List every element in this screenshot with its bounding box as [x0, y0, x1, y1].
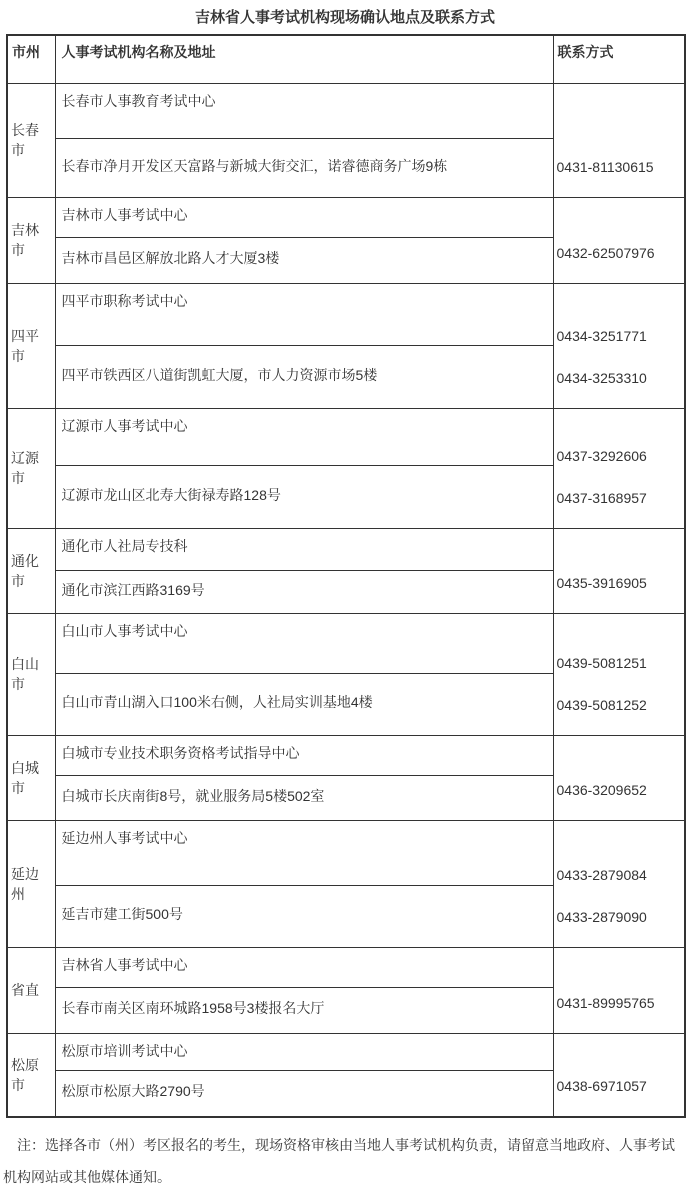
phone-number: 0435-3916905	[556, 574, 647, 591]
phone-number: 0433-2879090	[556, 908, 647, 925]
phone-number: 0434-3251771	[556, 327, 647, 344]
address-cell: 通化市滨江西路3169号	[55, 570, 553, 613]
phone-number: 0431-89995765	[556, 994, 655, 1011]
city-cell: 四平市	[7, 283, 55, 408]
contact-cell	[553, 613, 685, 735]
contact-cell	[553, 947, 685, 1033]
column-header-contact: 联系方式	[553, 35, 685, 83]
city-cell: 延边州	[7, 820, 55, 947]
contact-cell	[553, 83, 685, 197]
phone-number: 0438-6971057	[556, 1078, 647, 1094]
table-row	[7, 408, 685, 465]
phone-number: 0439-5081252	[556, 696, 647, 713]
contact-cell	[553, 1033, 685, 1117]
phone-number: 0433-2879084	[556, 866, 647, 883]
confirmation-table	[6, 34, 686, 1118]
institution-cell: 白山市人事考试中心	[55, 613, 553, 673]
address-cell: 长春市南关区南环城路1958号3楼报名大厅	[55, 987, 553, 1033]
contact-cell	[553, 283, 685, 408]
page-title: 吉林省人事考试机构现场确认地点及联系方式	[194, 9, 495, 26]
institution-cell: 松原市培训考试中心	[55, 1033, 553, 1070]
address-cell: 四平市铁西区八道街凯虹大厦，市人力资源市场5楼	[55, 345, 553, 408]
table-row	[7, 1033, 685, 1070]
phone-number: 0437-3292606	[556, 447, 647, 464]
contact-cell	[553, 408, 685, 528]
institution-cell: 白城市专业技术职务资格考试指导中心	[55, 735, 553, 775]
address-cell: 延吉市建工街500号	[55, 885, 553, 947]
institution-cell: 吉林省人事考试中心	[55, 947, 553, 987]
note-text: 注：选择各市（州）考区报名的考生，现场资格审核由当地人事考试机构负责，请留意当地政府、人事考试机构网站或其他媒体通知。	[3, 1137, 675, 1186]
phone-number: 0431-81130615	[556, 158, 654, 175]
table-row	[7, 947, 685, 987]
phone-number: 0436-3209652	[556, 781, 647, 798]
contact-cell	[553, 528, 685, 613]
contact-cell	[553, 820, 685, 947]
phone-number: 0432-62507976	[556, 244, 655, 261]
city-cell: 白山市	[7, 613, 55, 735]
institution-cell: 吉林市人事考试中心	[55, 197, 553, 237]
table-row	[7, 283, 685, 345]
contact-cell	[553, 735, 685, 820]
column-header-institution: 人事考试机构名称及地址	[55, 35, 553, 83]
institution-cell: 四平市职称考试中心	[55, 283, 553, 345]
phone-number: 0439-5081251	[556, 654, 647, 671]
phone-number: 0434-3253310	[556, 369, 647, 386]
city-cell: 松原市	[7, 1033, 55, 1117]
table-row	[7, 735, 685, 775]
header-row	[7, 35, 685, 83]
table-row	[7, 528, 685, 570]
institution-cell: 通化市人社局专技科	[55, 528, 553, 570]
table-row	[7, 197, 685, 237]
address-cell: 辽源市龙山区北寿大街禄寿路128号	[55, 465, 553, 528]
city-cell: 长春市	[7, 83, 55, 197]
address-cell: 长春市净月开发区天富路与新城大街交汇，诺睿德商务广场9栋	[55, 138, 553, 197]
city-cell: 吉林市	[7, 197, 55, 283]
institution-cell: 辽源市人事考试中心	[55, 408, 553, 465]
city-cell: 省直	[7, 947, 55, 1033]
phone-number: 0437-3168957	[556, 489, 647, 506]
institution-cell: 延边州人事考试中心	[55, 820, 553, 885]
column-header-city: 市州	[7, 35, 55, 83]
address-cell: 吉林市昌邑区解放北路人才大厦3楼	[55, 237, 553, 283]
contact-cell	[553, 197, 685, 283]
address-cell: 白山市青山湖入口100米右侧，人社局实训基地4楼	[55, 673, 553, 735]
table-row	[7, 613, 685, 673]
address-cell: 松原市松原大路2790号	[55, 1070, 553, 1117]
table-row	[7, 83, 685, 138]
city-cell: 辽源市	[7, 408, 55, 528]
city-cell: 通化市	[7, 528, 55, 613]
city-cell: 白城市	[7, 735, 55, 820]
address-cell: 白城市长庆南街8号，就业服务局5楼502室	[55, 775, 553, 820]
table-row	[7, 820, 685, 885]
institution-cell: 长春市人事教育考试中心	[55, 83, 553, 138]
